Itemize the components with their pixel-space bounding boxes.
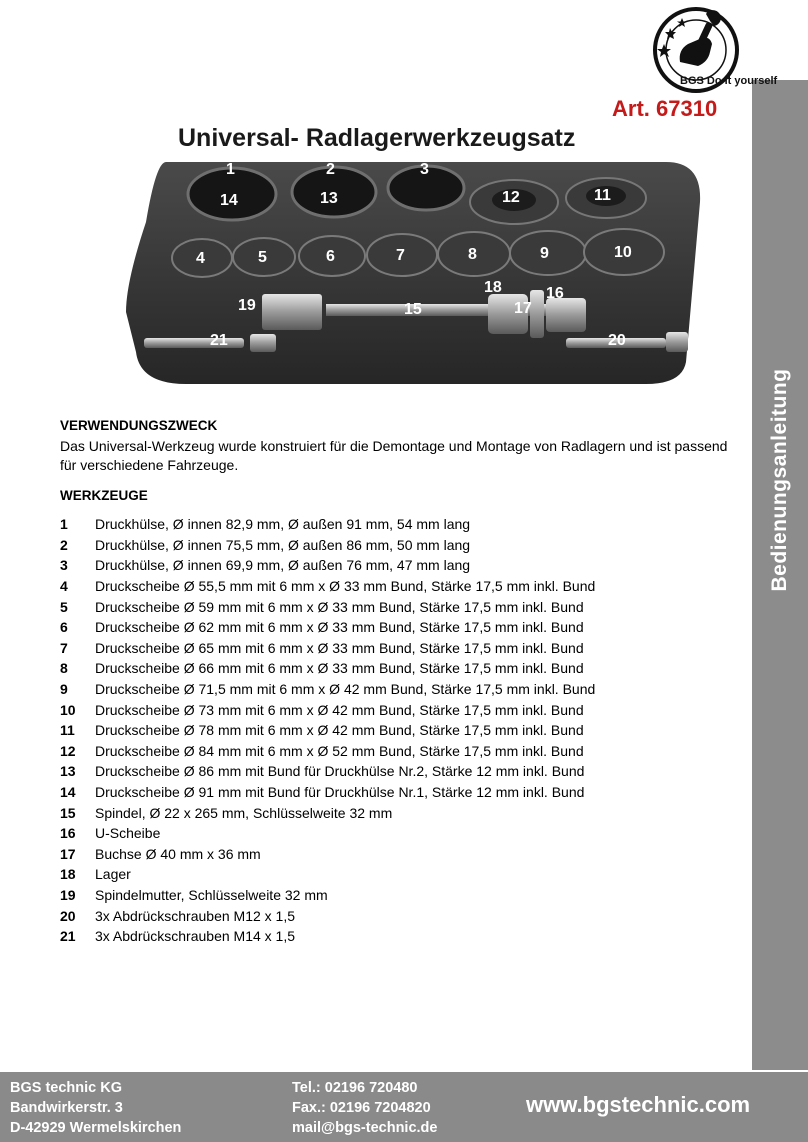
- tool-description: Druckhülse, Ø innen 75,5 mm, Ø außen 86 mm, 50 mm lang: [95, 536, 471, 553]
- usage-heading: VERWENDUNGSZWECK: [60, 418, 218, 433]
- tool-number: 4: [60, 578, 68, 595]
- callout-12: 12: [502, 189, 520, 206]
- product-photo: [126, 162, 702, 384]
- usage-text: Das Universal-Werkzeug wurde konstruiert für die Demontage und Montage von Radlagern und ist passend für verschiedene Fahrzeuge.: [60, 438, 728, 473]
- tool-number: 1: [60, 516, 68, 533]
- tool-number: 21: [60, 928, 76, 945]
- tool-number: 11: [60, 722, 75, 739]
- tool-number: 15: [60, 804, 76, 821]
- tool-row: [60, 926, 750, 947]
- tool-number: 9: [60, 681, 68, 698]
- tool-description: Druckscheibe Ø 84 mm mit 6 mm x Ø 52 mm Bund, Stärke 17,5 mm inkl. Bund: [95, 742, 584, 759]
- footer-website[interactable]: www.bgstechnic.com: [526, 1092, 751, 1117]
- tool-description: 3x Abdrückschrauben M12 x 1,5: [95, 907, 296, 924]
- tool-row: [60, 679, 750, 700]
- tool-description: U-Scheibe: [95, 825, 161, 842]
- tool-description: Buchse Ø 40 mm x 36 mm: [95, 845, 261, 862]
- footer-company-name: BGS technic KG: [10, 1080, 122, 1096]
- tool-number: 3: [60, 557, 68, 574]
- tool-number: 5: [60, 598, 68, 615]
- tool-row: [60, 596, 750, 617]
- tool-description: Druckhülse, Ø innen 82,9 mm, Ø außen 91 mm, 54 mm lang: [95, 516, 471, 533]
- tool-number: 20: [60, 907, 76, 924]
- tool-description: Spindelmutter, Schlüsselweite 32 mm: [95, 886, 328, 903]
- footer-street: Bandwirkerstr. 3: [10, 1100, 123, 1116]
- callout-16: 16: [546, 285, 564, 302]
- article-number: Art. 67310: [612, 96, 718, 121]
- tool-description: Spindel, Ø 22 x 265 mm, Schlüsselweite 32 mm: [95, 804, 393, 821]
- tool-row: [60, 535, 750, 556]
- tool-row: [60, 823, 750, 844]
- tool-number: 14: [60, 784, 76, 801]
- tool-row: [60, 699, 750, 720]
- tool-row: [60, 514, 750, 535]
- tool-description: Druckscheibe Ø 62 mm mit 6 mm x Ø 33 mm Bund, Stärke 17,5 mm inkl. Bund: [95, 619, 584, 636]
- callout-3: 3: [420, 161, 429, 178]
- tool-row: [60, 761, 750, 782]
- footer: [0, 1072, 808, 1142]
- callout-20: 20: [608, 332, 626, 349]
- callout-14: 14: [220, 192, 238, 209]
- tool-description: Druckscheibe Ø 66 mm mit 6 mm x Ø 33 mm Bund, Stärke 17,5 mm inkl. Bund: [95, 660, 584, 677]
- tool-number: 13: [60, 763, 76, 780]
- tool-description: Lager: [95, 866, 131, 883]
- callout-15: 15: [404, 301, 422, 318]
- callout-5: 5: [258, 249, 267, 266]
- callout-18: 18: [484, 279, 502, 296]
- tool-description: Druckscheibe Ø 91 mm mit Bund für Druckhülse Nr.1, Stärke 12 mm inkl. Bund: [95, 784, 585, 801]
- tool-number: 10: [60, 701, 76, 718]
- callout-2: 2: [326, 161, 335, 178]
- tool-description: Druckscheibe Ø 78 mm mit 6 mm x Ø 42 mm Bund, Stärke 17,5 mm inkl. Bund: [95, 722, 584, 739]
- tool-description: 3x Abdrückschrauben M14 x 1,5: [95, 928, 296, 945]
- bgs-logo: [650, 4, 778, 96]
- callout-8: 8: [468, 246, 477, 263]
- tool-description: Druckscheibe Ø 86 mm mit Bund für Druckhülse Nr.2, Stärke 12 mm inkl. Bund: [95, 763, 585, 780]
- footer-company: [10, 1078, 181, 1138]
- tool-description: Druckscheibe Ø 55,5 mm mit 6 mm x Ø 33 mm Bund, Stärke 17,5 mm inkl. Bund: [95, 578, 596, 595]
- tool-number: 16: [60, 825, 76, 842]
- tool-case-illustration: [126, 162, 702, 384]
- tool-description: Druckhülse, Ø innen 69,9 mm, Ø außen 76 mm, 47 mm lang: [95, 557, 471, 574]
- tool-description: Druckscheibe Ø 59 mm mit 6 mm x Ø 33 mm Bund, Stärke 17,5 mm inkl. Bund: [95, 598, 584, 615]
- tool-row: [60, 617, 750, 638]
- tools-list: [60, 514, 750, 946]
- callout-10: 10: [614, 244, 632, 261]
- callout-11: 11: [594, 187, 611, 204]
- tool-row: [60, 720, 750, 741]
- bgs-logo-icon: [650, 4, 778, 96]
- sidebar-label-text: Bedienungsanleitung: [768, 368, 791, 592]
- tool-row: [60, 802, 750, 823]
- callout-4: 4: [196, 250, 205, 267]
- tool-number: 8: [60, 660, 68, 677]
- tool-description: Druckscheibe Ø 71,5 mm mit 6 mm x Ø 42 mm Bund, Stärke 17,5 mm inkl. Bund: [95, 681, 596, 698]
- tool-row: [60, 905, 750, 926]
- tool-row: [60, 638, 750, 659]
- tool-row: [60, 555, 750, 576]
- tool-row: [60, 741, 750, 762]
- callout-13: 13: [320, 190, 338, 207]
- page-title: Universal- Radlagerwerkzeugsatz: [178, 124, 576, 152]
- callout-19: 19: [238, 297, 256, 314]
- tool-row: [60, 576, 750, 597]
- tool-row: [60, 844, 750, 865]
- tool-number: 18: [60, 866, 76, 883]
- callout-17: 17: [514, 300, 532, 317]
- footer-contact: [292, 1078, 437, 1138]
- tool-number: 17: [60, 845, 76, 862]
- footer-phone: Tel.: 02196 720480: [292, 1080, 418, 1096]
- tool-row: [60, 864, 750, 885]
- tool-number: 6: [60, 619, 68, 636]
- tools-heading: WERKZEUGE: [60, 488, 148, 503]
- callout-21: 21: [210, 332, 228, 349]
- footer-city: D-42929 Wermelskirchen: [10, 1120, 182, 1136]
- callout-7: 7: [396, 247, 405, 264]
- tool-number: 19: [60, 886, 76, 903]
- tool-row: [60, 782, 750, 803]
- tool-number: 7: [60, 639, 68, 656]
- tool-row: [60, 885, 750, 906]
- footer-fax: Fax.: 02196 7204820: [292, 1100, 431, 1116]
- tool-row: [60, 658, 750, 679]
- callout-6: 6: [326, 248, 335, 265]
- callout-9: 9: [540, 245, 549, 262]
- tool-description: Druckscheibe Ø 65 mm mit 6 mm x Ø 33 mm Bund, Stärke 17,5 mm inkl. Bund: [95, 639, 584, 656]
- tool-number: 2: [60, 536, 68, 553]
- footer-email[interactable]: mail@bgs-technic.de: [292, 1120, 438, 1136]
- tool-description: Druckscheibe Ø 73 mm mit 6 mm x Ø 42 mm Bund, Stärke 17,5 mm inkl. Bund: [95, 701, 584, 718]
- logo-wordmark: BGS Do it yourself: [680, 75, 778, 87]
- callout-1: 1: [226, 161, 235, 178]
- tool-number: 12: [60, 742, 76, 759]
